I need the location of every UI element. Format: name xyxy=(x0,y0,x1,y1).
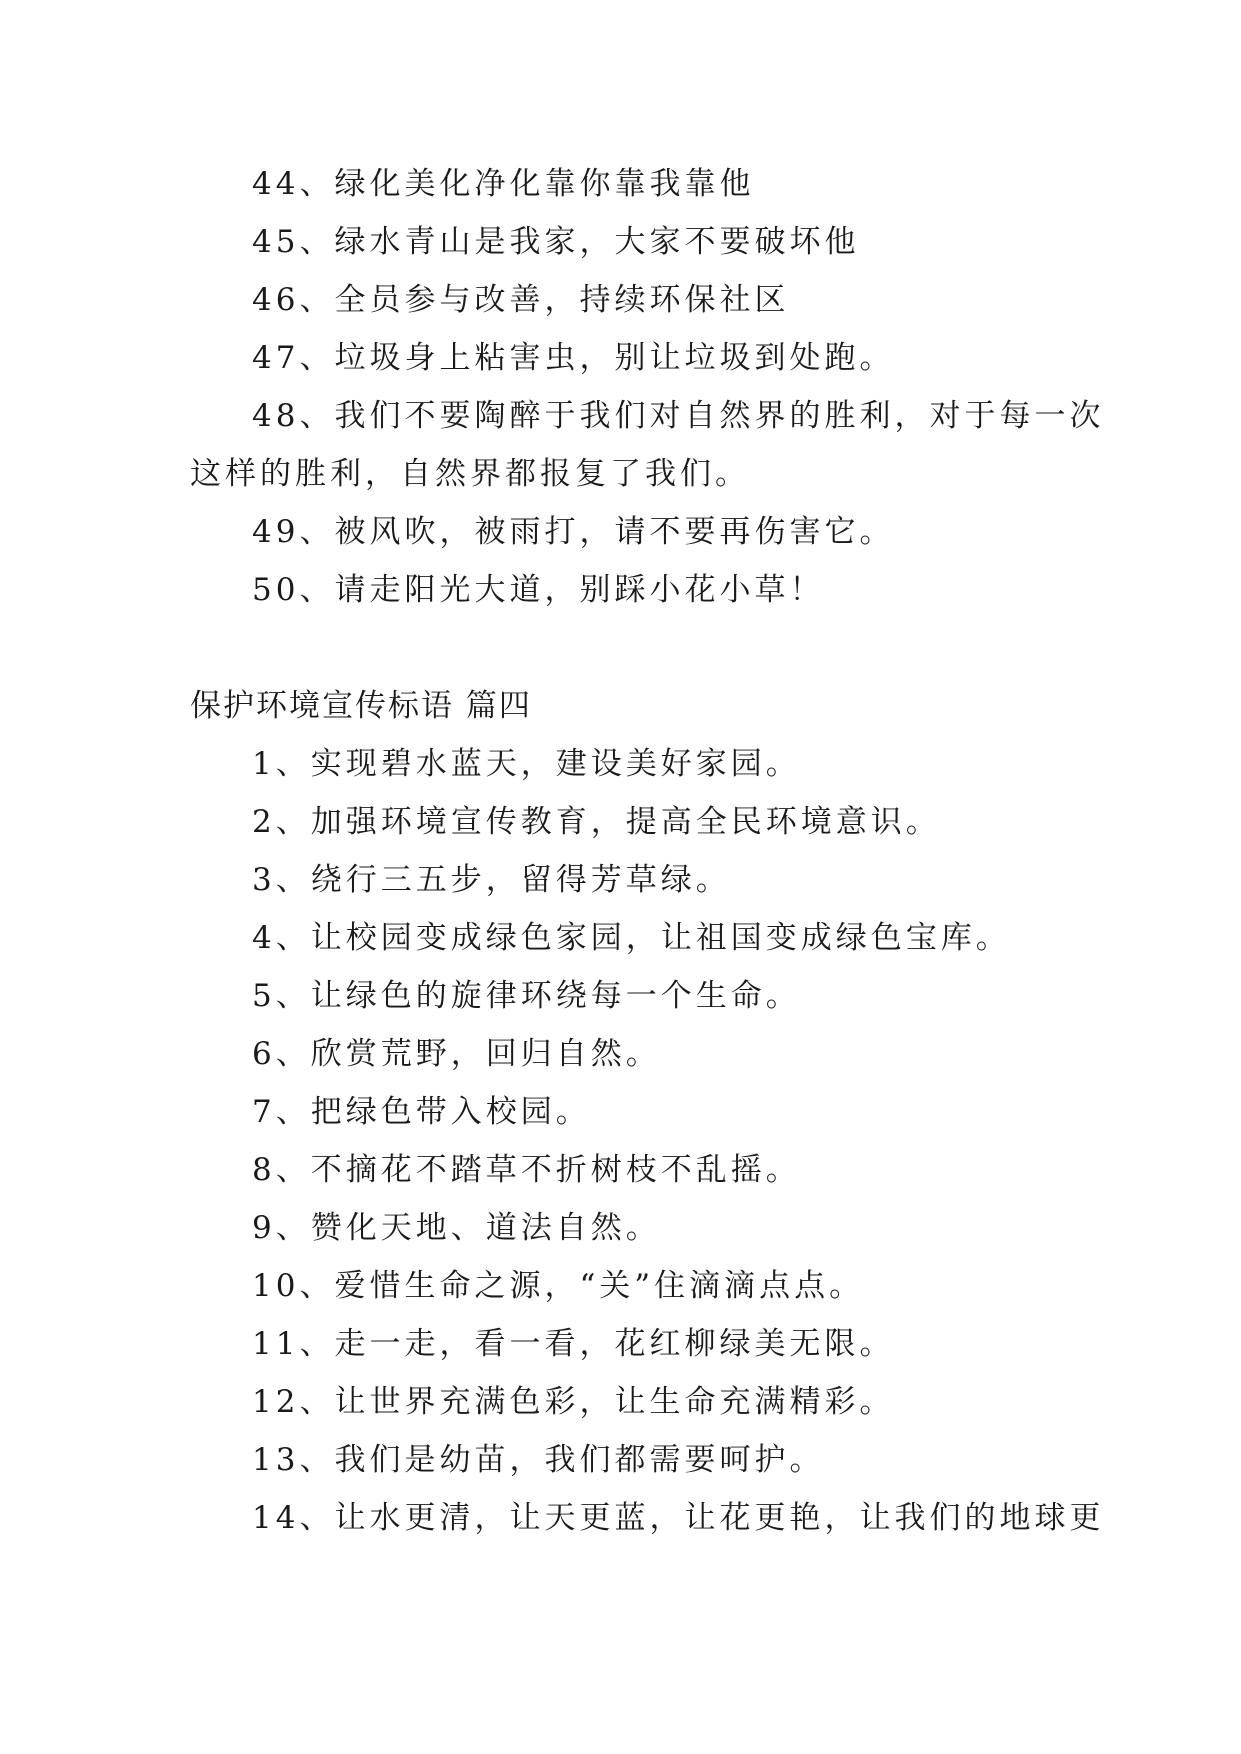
slogan-item-50: 50、请走阳光大道，别踩小花小草！ xyxy=(252,572,825,608)
slogan-item-4: 4、让校园变成绿色家园，让祖国变成绿色宝库。 xyxy=(252,920,1011,956)
slogan-item-9: 9、赞化天地、道法自然。 xyxy=(252,1210,661,1246)
slogan-item-13: 13、我们是幼苗，我们都需要呵护。 xyxy=(252,1442,825,1478)
slogan-item-14: 14、让水更清，让天更蓝，让花更艳，让我们的地球更 xyxy=(252,1500,1105,1536)
slogan-item-2: 2、加强环境宣传教育，提高全民环境意识。 xyxy=(252,804,941,840)
slogan-item-11: 11、走一走，看一看，花红柳绿美无限。 xyxy=(252,1326,895,1362)
slogan-item-47: 47、垃圾身上粘害虫，别让垃圾到处跑。 xyxy=(252,340,895,376)
slogan-item-6: 6、欣赏荒野，回归自然。 xyxy=(252,1036,661,1072)
slogan-item-10: 10、爱惜生命之源，“关”住滴滴点点。 xyxy=(252,1268,865,1304)
slogan-item-3: 3、绕行三五步，留得芳草绿。 xyxy=(252,862,731,898)
slogan-item-46: 46、全员参与改善，持续环保社区 xyxy=(252,282,790,318)
slogan-item-48-continued: 这样的胜利，自然界都报复了我们。 xyxy=(190,456,750,492)
slogan-item-48: 48、我们不要陶醉于我们对自然界的胜利，对于每一次 xyxy=(252,398,1105,434)
slogan-item-49: 49、被风吹，被雨打，请不要再伤害它。 xyxy=(252,514,895,550)
slogan-item-7: 7、把绿色带入校园。 xyxy=(252,1094,591,1130)
section-heading: 保护环境宣传标语 篇四 xyxy=(190,688,532,724)
slogan-item-12: 12、让世界充满色彩，让生命充满精彩。 xyxy=(252,1384,895,1420)
slogan-item-5: 5、让绿色的旋律环绕每一个生命。 xyxy=(252,978,801,1014)
slogan-item-45: 45、绿水青山是我家，大家不要破坏他 xyxy=(252,224,860,260)
slogan-item-44: 44、绿化美化净化靠你靠我靠他 xyxy=(252,166,755,202)
slogan-item-1: 1、实现碧水蓝天，建设美好家园。 xyxy=(252,746,801,782)
slogan-item-8: 8、不摘花不踏草不折树枝不乱摇。 xyxy=(252,1152,801,1188)
